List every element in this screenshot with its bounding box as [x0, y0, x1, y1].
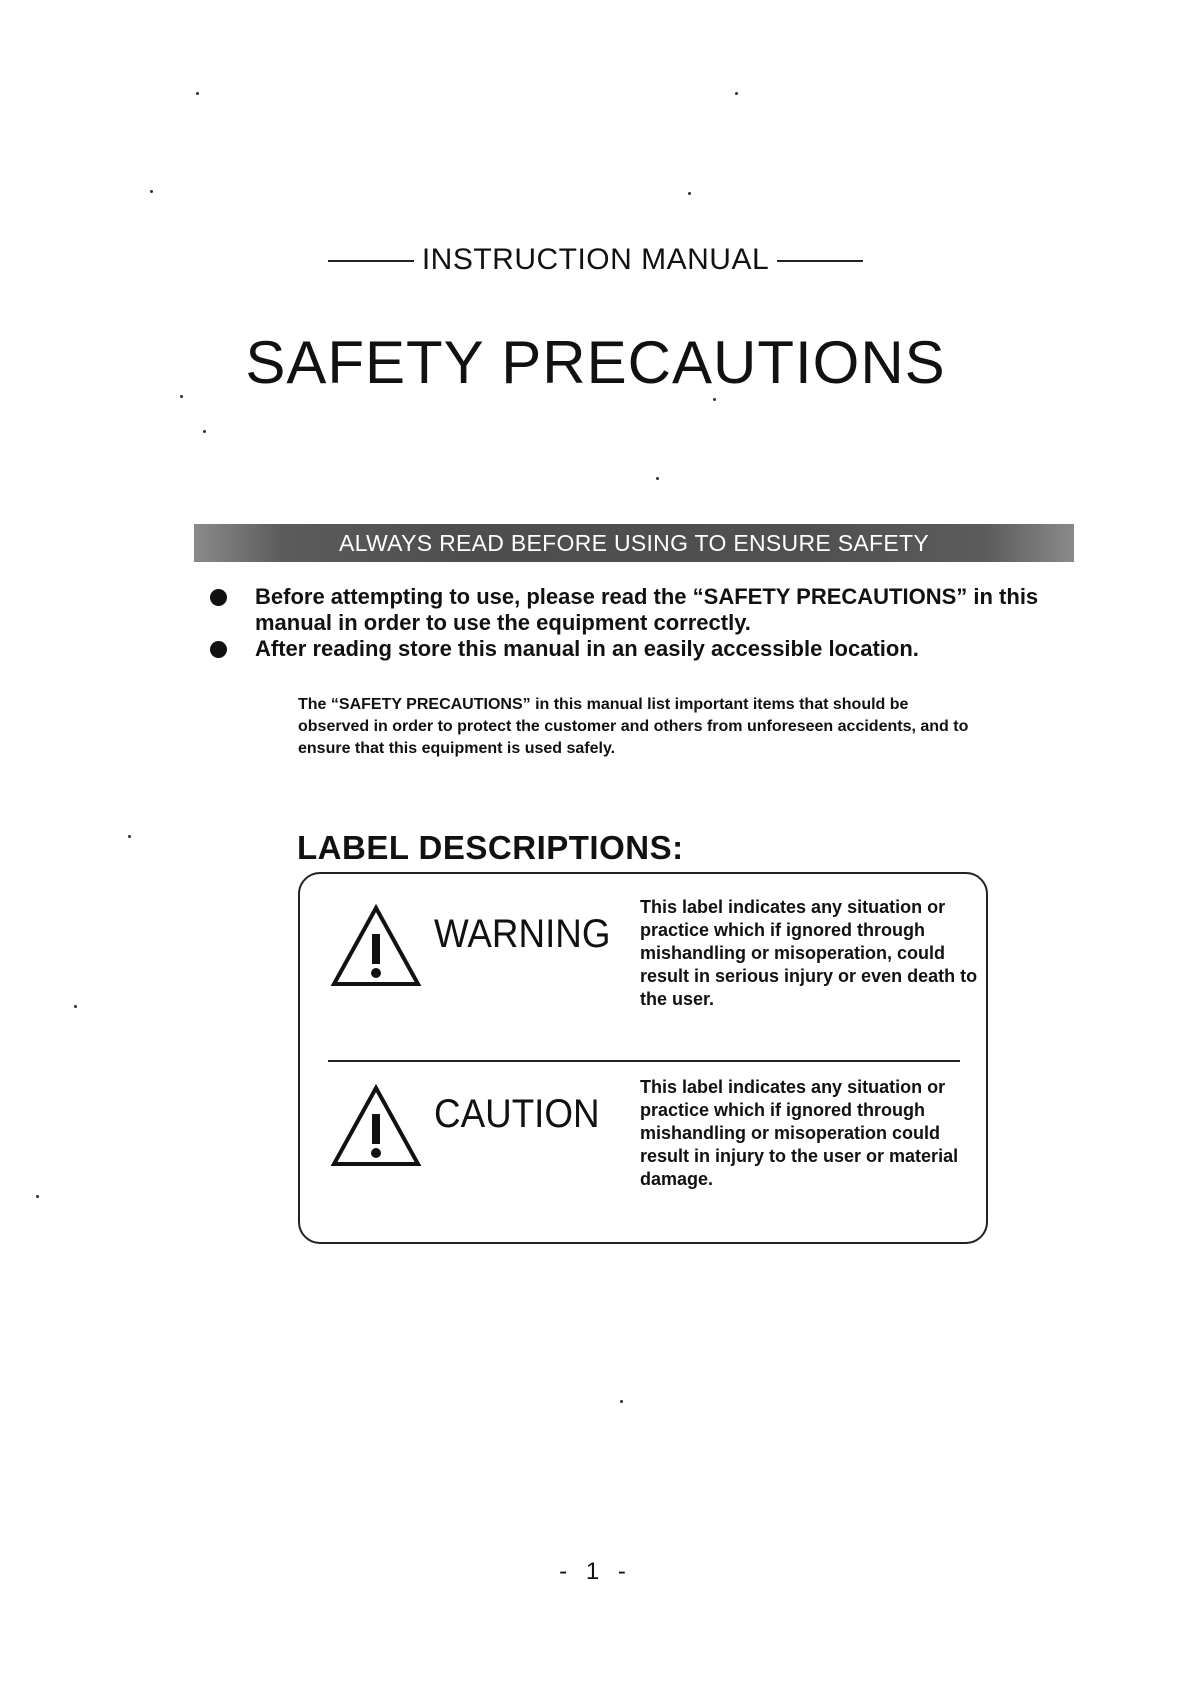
bullet-list	[205, 584, 1085, 662]
scan-speck	[196, 92, 199, 95]
bullet-text: Before attempting to use, please read the “SAFETY PRECAUTIONS” in this manual in order to use the equipment correctly.	[255, 584, 1039, 635]
scan-speck	[735, 92, 738, 95]
scan-speck	[36, 1195, 39, 1198]
warning-triangle-icon	[330, 904, 422, 988]
scan-speck	[620, 1400, 623, 1403]
heading-rule-right	[777, 260, 863, 262]
bullet-dot-icon	[210, 641, 227, 658]
safety-banner: ALWAYS READ BEFORE USING TO ENSURE SAFETY	[194, 524, 1074, 562]
scan-speck	[656, 477, 659, 480]
warning-word: WARNING	[434, 912, 611, 956]
scan-speck	[203, 430, 206, 433]
caution-label-row	[300, 1077, 986, 1252]
label-descriptions-box	[298, 872, 988, 1244]
bullet-item	[205, 584, 1085, 636]
intro-paragraph: The “SAFETY PRECAUTIONS” in this manual list important items that should be observed in order to protect the customer and others from unforeseen accidents, and to ensure that this equipment is used safely.	[298, 696, 969, 757]
scan-speck	[713, 398, 716, 401]
scan-speck	[150, 190, 153, 193]
page-number: - 1 -	[559, 1558, 632, 1585]
label-divider	[328, 1060, 960, 1062]
caution-description: This label indicates any situation or practice which if ignored through mishandling or misoperation could result in injury to the user or material damage.	[640, 1077, 959, 1189]
warning-triangle-icon	[330, 1084, 422, 1168]
warning-label-row	[300, 897, 986, 1072]
scan-speck	[688, 192, 691, 195]
page-title: SAFETY PRECAUTIONS	[245, 329, 946, 396]
bullet-text: After reading store this manual in an easily accessible location.	[255, 636, 919, 661]
warning-description: This label indicates any situation or practice which if ignored through mishandling or misoperation, could result in serious injury or even death to the user.	[640, 897, 978, 1009]
scan-speck	[74, 1005, 77, 1008]
caution-word: CAUTION	[434, 1092, 600, 1136]
label-descriptions-heading: LABEL DESCRIPTIONS:	[297, 829, 684, 866]
manual-heading	[0, 243, 1191, 277]
bullet-dot-icon	[210, 589, 227, 606]
manual-label: INSTRUCTION MANUAL	[421, 243, 770, 276]
scan-speck	[128, 835, 131, 838]
bullet-item	[205, 636, 1085, 662]
heading-rule-left	[328, 260, 414, 262]
